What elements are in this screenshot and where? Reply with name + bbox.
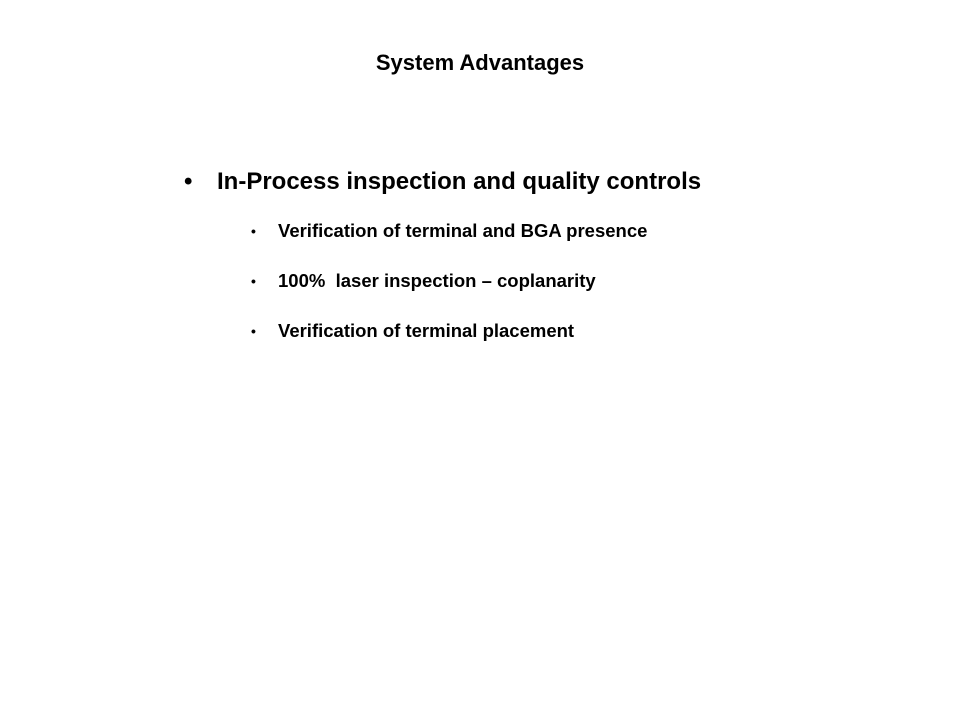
sub-bullet-text: Verification of terminal placement	[278, 320, 575, 341]
bullet-text: In-Process inspection and quality controls	[217, 168, 702, 195]
bullet-icon: •	[251, 273, 256, 289]
bullet-icon: •	[251, 223, 256, 239]
slide-title: System Advantages	[375, 50, 585, 75]
sub-bullet-text: Verification of terminal and BGA presence	[278, 220, 648, 241]
sub-bullet-text: 100% laser inspection – coplanarity	[278, 270, 596, 291]
bullet-icon: •	[251, 323, 256, 339]
bullet-icon: •	[184, 168, 193, 195]
